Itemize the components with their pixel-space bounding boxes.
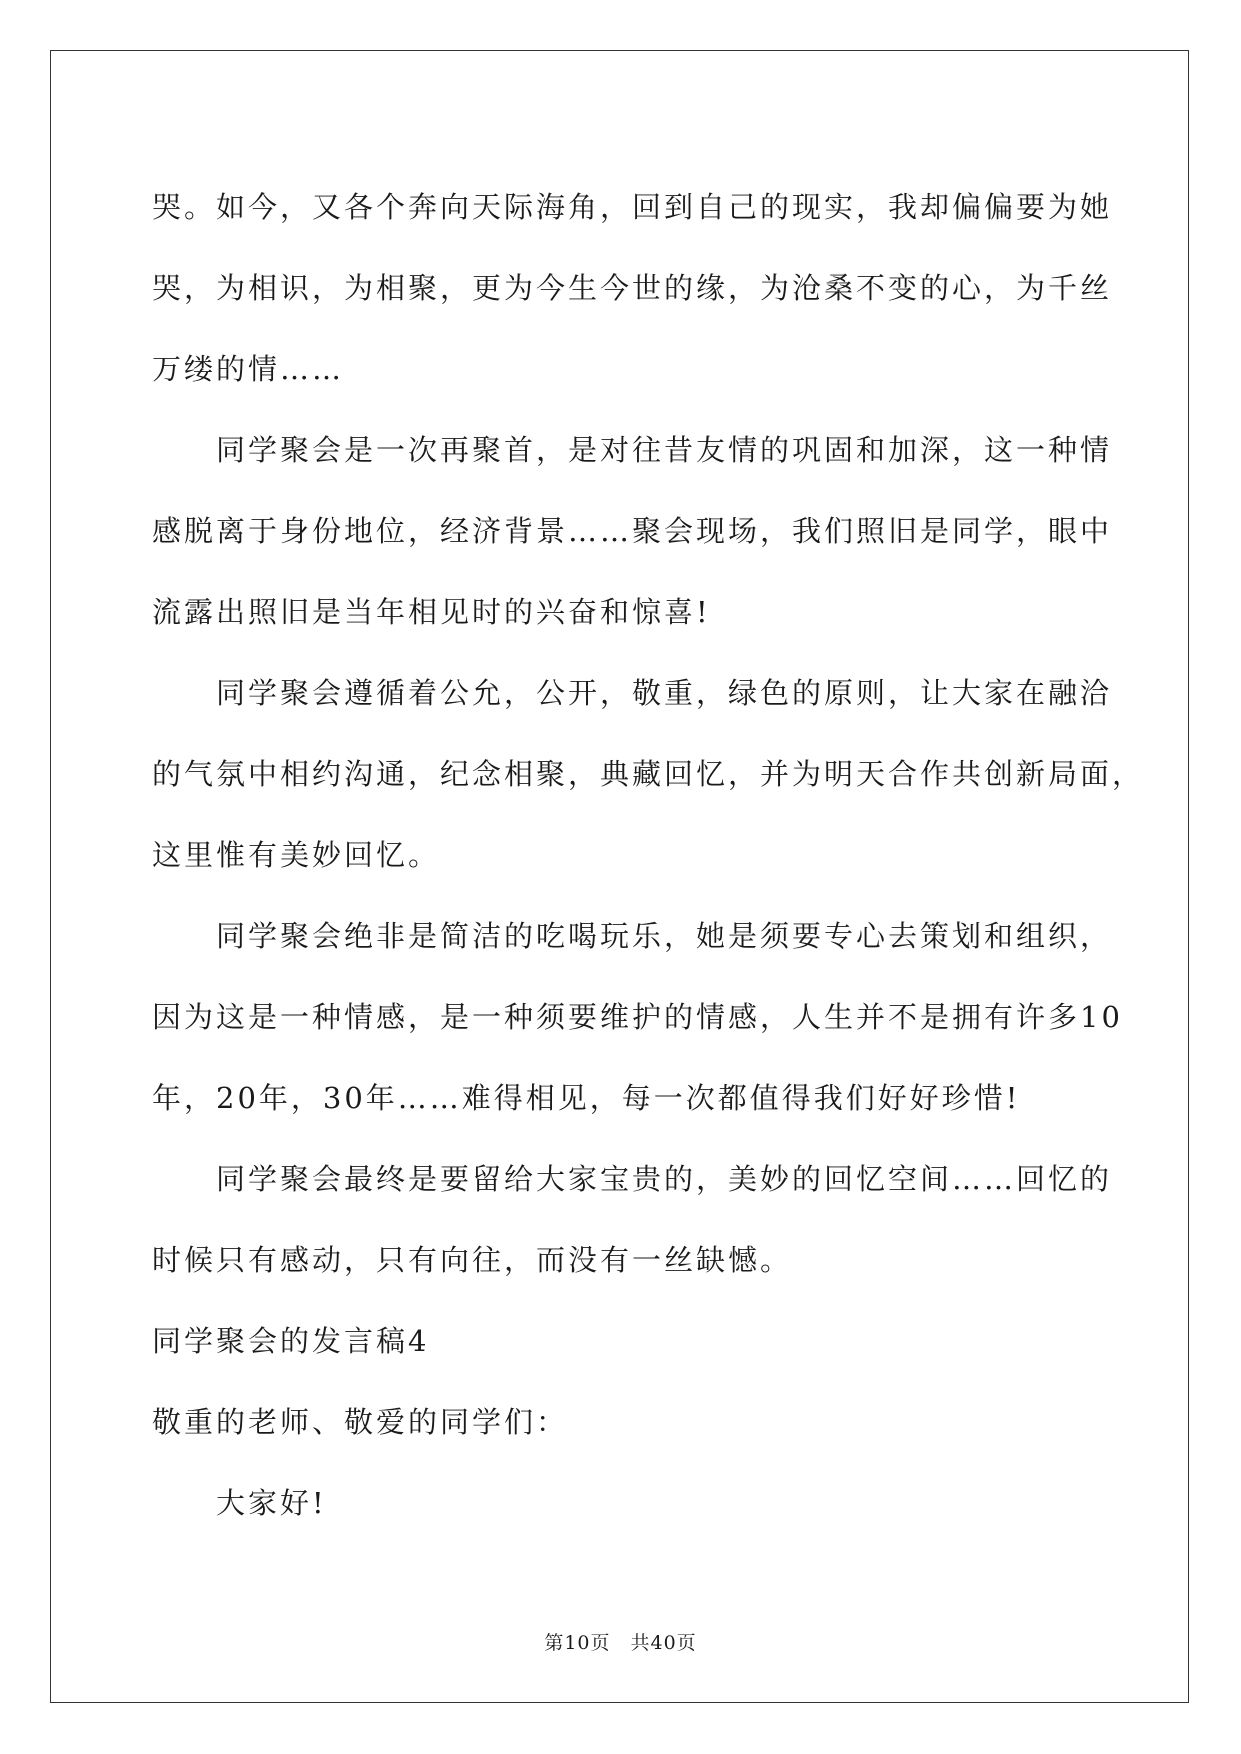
text-line: 因为这是一种情感，是一种须要维护的情感，人生并不是拥有许多10 [152, 1000, 1123, 1034]
text-line: 流露出照旧是当年相见时的兴奋和惊喜! [152, 595, 711, 629]
text-line: 感脱离于身份地位，经济背景……聚会现场，我们照旧是同学，眼中 [152, 514, 1113, 548]
text-line: 这里惟有美妙回忆。 [152, 838, 441, 872]
paragraph-start-line: 同学聚会是一次再聚首，是对往昔友情的巩固和加深，这一种情 [216, 433, 1113, 467]
text-line: 的气氛中相约沟通，纪念相聚，典藏回忆，并为明天合作共创新局面， [152, 757, 1145, 791]
salutation: 敬重的老师、敬爱的同学们： [152, 1405, 569, 1439]
current-page-label: 第10页 [544, 1632, 611, 1654]
paragraph-start-line: 同学聚会遵循着公允，公开，敬重，绿色的原则，让大家在融洽 [216, 676, 1113, 710]
text-line: 哭。如今，又各个奔向天际海角，回到自己的现实，我却偏偏要为她 [152, 190, 1113, 224]
paragraph-start-line: 同学聚会绝非是简洁的吃喝玩乐，她是须要专心去策划和组织， [216, 919, 1113, 953]
total-pages-label: 共40页 [630, 1632, 697, 1654]
greeting: 大家好! [216, 1486, 327, 1520]
text-line: 时候只有感动，只有向往，而没有一丝缺憾。 [152, 1243, 793, 1277]
paragraph-start-line: 同学聚会最终是要留给大家宝贵的，美妙的回忆空间……回忆的 [216, 1162, 1113, 1196]
document-body [152, 167, 1145, 1544]
page-footer [0, 1628, 1241, 1655]
section-heading: 同学聚会的发言稿4 [152, 1324, 430, 1358]
text-line: 年，20年，30年……难得相见，每一次都值得我们好好珍惜! [152, 1081, 1021, 1115]
text-line: 万缕的情…… [152, 352, 345, 386]
text-line: 哭，为相识，为相聚，更为今生今世的缘，为沧桑不变的心，为千丝 [152, 271, 1113, 305]
